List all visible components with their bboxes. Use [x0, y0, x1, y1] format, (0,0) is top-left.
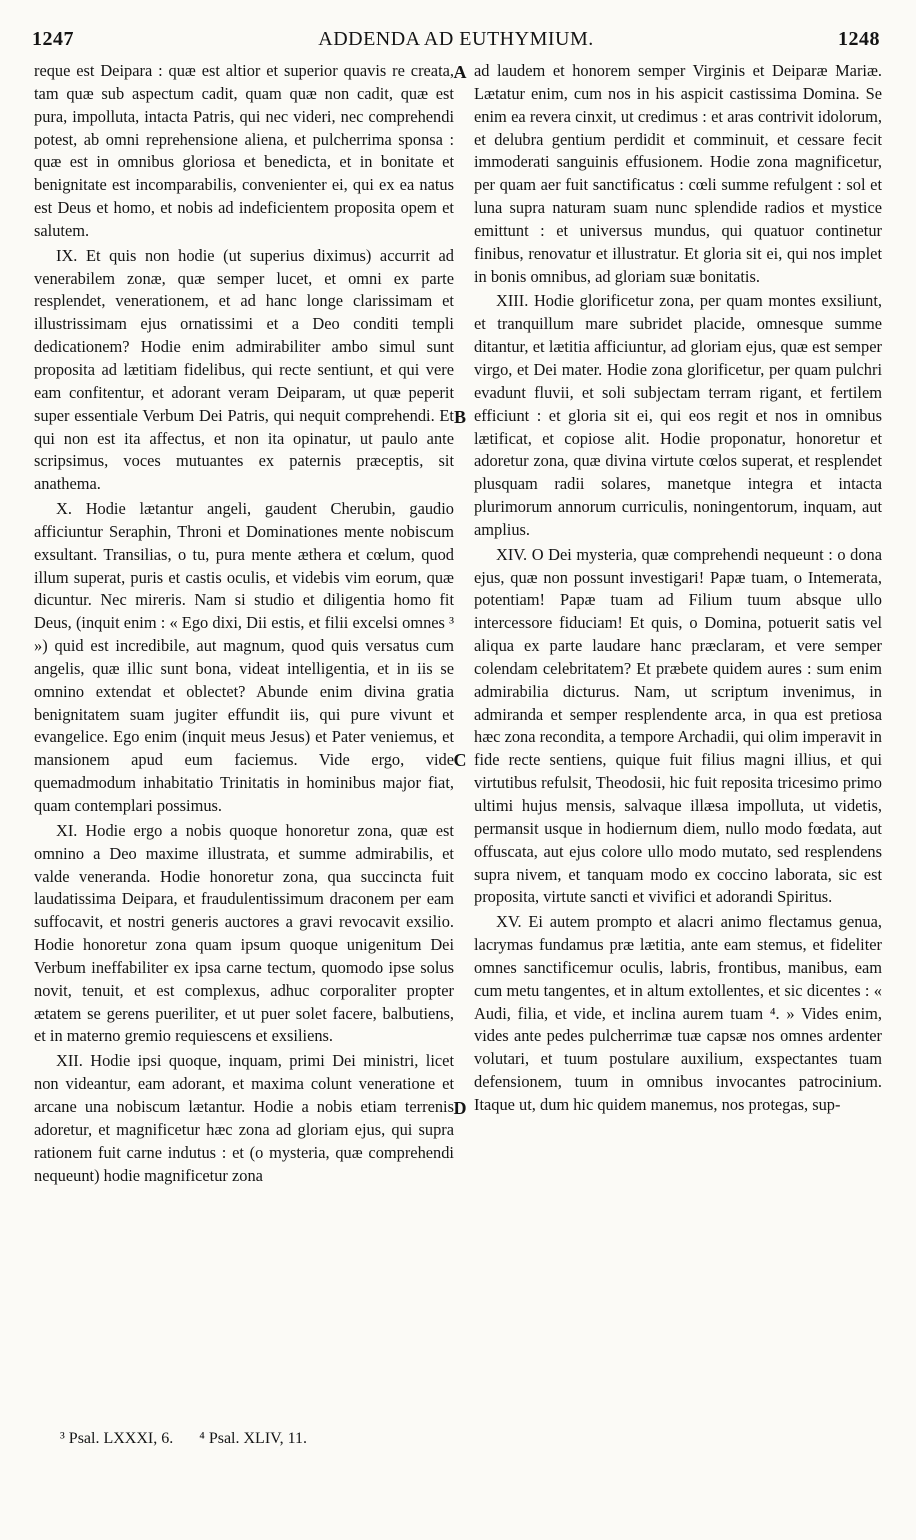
footnote-4: ⁴ Psal. XLIV, 11. [199, 1430, 308, 1447]
page-number-right: 1248 [838, 28, 880, 50]
paragraph-xiii: XIII. Hodie glorificetur zona, per quam montes exsiliunt, et tranquillum mare subridet placide, omnesque summe ditantur, et lætitia afficiuntur, ad gloriam ejus, quæ est semper virgo, et Dei mater. Hodie zona glorificetur, per quam pulchri evadunt fluvii, et soli subjectam terram rigant, et fertilem efficiunt : et gloria sit ei, qui eos regit et nos in omnibus lætificat, et copiose alit. Hodie proponatur, honoretur et adoretur zona, quæ divina virtute cœlos superat, et resplendet plusquam radii solares, manetque integra et intacta plurimorum annorum curriculis, noningentorum, inquam, aut amplius. [474, 291, 882, 539]
margin-letter-d: D [453, 1098, 467, 1118]
paragraph-ix: IX. Et quis non hodie (ut superius diximus) accurrit ad venerabilem zonæ, quæ semper lucet, et omni ex parte resplendet, venerationem, et ad hanc longe clarissimam et illustrissimam ejus ornatissimi et a Deo conditi templi dedicationem? Hodie enim admirabiliter ambo simul sunt proposita ad lætitiam fidelibus, qui recte sentiunt, et qui vere eam confitentur, et adorant veram Deiparam, ut quæ peperit super essentiale Verbum Dei Patris, qui nequit comprehendi. Et qui non est ita affectus, et non ita opinatur, ut paulo ante scripsimus, voces mutuantes ex paternis præceptis, sit anathema. [34, 245, 454, 494]
running-title: ADDENDA AD EUTHYMIUM. [318, 28, 594, 50]
paragraph-xiv: XIV. O Dei mysteria, quæ comprehendi nequeunt : o dona ejus, quæ non possunt investigari! Papæ tuam, o Intemerata, potentiam! Papæ tuam ad Filium tuum absque ullo intercessore fiduciam! Et quis, o Domina, potuerit satis vel aliqua ex parte laudare hanc præclaram, et vere semper colendam celebritatem? Et præbete quidem aures : sum enim admirabilia dicturus. Nam, ut scriptum invenimus, in admiranda et semper resplendente arca, in qua est pretiosa hæc zona recondita, a tempore Archadii, qui olim imperavit in fide recte sentiens, quique fuit filius magni illius, et qui virtutibus refulsit, Theodosii, hic fuit reposita tricesimo primo ultimi hujus mensis, salvaque illæsa impolluta, ut videtis, permansit usque in hodiernum diem, nullo modo fœdata, aut offuscata, aut ejus colore ullo modo mutato, sed resplendens supra nivem, et tanquam modo ex coccino laborata, sic est proposita, virtute sancti et vivifici et adorandi Spiritus. [474, 544, 882, 907]
paragraph-continuation-right: ad laudem et honorem semper Virginis et Deiparæ Mariæ. Lætatur enim, cum nos in his aspicit castissima Domina. Se enim ea revera cinxit, ut credimus : et aras contrivit idolorum, et delubra gentium perdidit et comminuit, et cessare fecit immoderati sanguinis effusionem. Hodie zona magnificetur, per quam aer fuit sanctificatus : cœli summe refulgent : sol et luna supra naturam suam nunc splendide radios et mystice emittunt : et universus mundus, qui quatuor continetur finibus, renovatur et illustratur. Et gloria sit ei, qui nos implet in bonis omnibus, ad gloriam suæ bonitatis. [474, 61, 882, 286]
left-column [34, 60, 454, 1187]
margin-letter-c: C [453, 750, 467, 770]
right-column [474, 60, 882, 1117]
paragraph-xv: XV. Ei autem prompto et alacri animo flectamus genua, lacrymas fundamus præ lætitia, ante eam stemus, et fideliter omnes sanctificemur oculis, labris, frontibus, manibus, eam cum metu tangentes, et in altum extollentes, et sic dicentes : « Audi, filia, et vide, et inclina aurem tuam ⁴. » Vides enim, vides ante pedes pulcherrimæ tuæ capsæ nos omnes ardenter volutari, et tuum postulare auxilium, exspectantes tuam defensionem, tuum in omnibus invocantes patrocinium. Itaque ut, dum hic quidem manemus, nos protegas, sup- [474, 912, 882, 1114]
margin-letter-b: B [453, 407, 466, 427]
page-header [32, 28, 880, 58]
paragraph-xii: XII. Hodie ipsi quoque, inquam, primi Dei ministri, licet non videantur, eam adorant, et maxima colunt veneratione et arcane una nobiscum lætantur. Hodie a nobis etiam terrenis adoretur, et magnificetur hæc zona ad gloriam ejus, qui supra rationem fuit carne indutus : et (o mysteria, quæ comprehendi nequeunt) hodie magnificetur zona [34, 1051, 454, 1185]
footnote-3: ³ Psal. LXXXI, 6. [60, 1430, 174, 1447]
page-number-left: 1247 [32, 28, 74, 50]
margin-letter-a: A [453, 62, 467, 82]
footnotes [60, 1430, 329, 1448]
paragraph-x: X. Hodie lætantur angeli, gaudent Cherubin, gaudio afficiuntur Seraphin, Throni et Dominationes mente nobiscum exsultant. Transilias, o tu, pura mente æthera et cœlum, quod illum superat, puris et castis oculis, et videbis vim eorum, quæ dicuntur. Nec mireris. Nam si studio et diligentia homo fit Deus, (inquit enim : « Ego dixi, Dii estis, et filii excelsi omnes ³ ») quid est incredibile, aut magnum, quod quis versatus cum angelis, quæ illic sunt bona, videat intelligentia, et in iis se omnino extendat et oblectet? Abunde enim divina gratia benignitatem suam jugiter effundit iis, qui pure vivunt et evangelice. Ego enim (inquit meus Jesus) et Pater veniemus, et mansionem apud eum faciemus. Vide ergo, vide quemadmodum inhabitatio Trinitatis in hominibus major fiat, quam contemplari possimus. [34, 499, 454, 815]
paragraph-continuation: reque est Deipara : quæ est altior et superior quavis re creata, tam quæ sub aspectum cadit, quam quæ non cadit, quæ est pura, impolluta, intacta Patris, qui nec videri, nec comprehendi potest, ab omni reprehensione aliena, et pulcherrima sponsa : quæ est in omnibus gloriosa et benedicta, et in bonitate et benignitate est incomparabilis, convenienter ei, qui ex ea natus est Deus et homo, et nobis ad indeficientem proposita opem et salutem. [34, 61, 454, 240]
paragraph-xi: XI. Hodie ergo a nobis quoque honoretur zona, quæ est omnino a Deo maxime illustrata, et summe admirabilis, et valde veneranda. Hodie honoretur zona, qua succincta fuit laudatissima Deipara, et fraudulentissimum draconem per eam suffocavit, et nostri generis auctores a gravi revocavit exsilio. Hodie honoretur zona quam ipsum quoque unigenitum Dei Verbum ineffabiliter ex ipsa carne tectum, quomodo ipse solus novit, tenuit, et est complexus, adhuc corporaliter propter ætatem se gerens pueriliter, et ut puer solet facere, balbutiens, et in materno gremio requiescens et exsiliens. [34, 820, 454, 1046]
